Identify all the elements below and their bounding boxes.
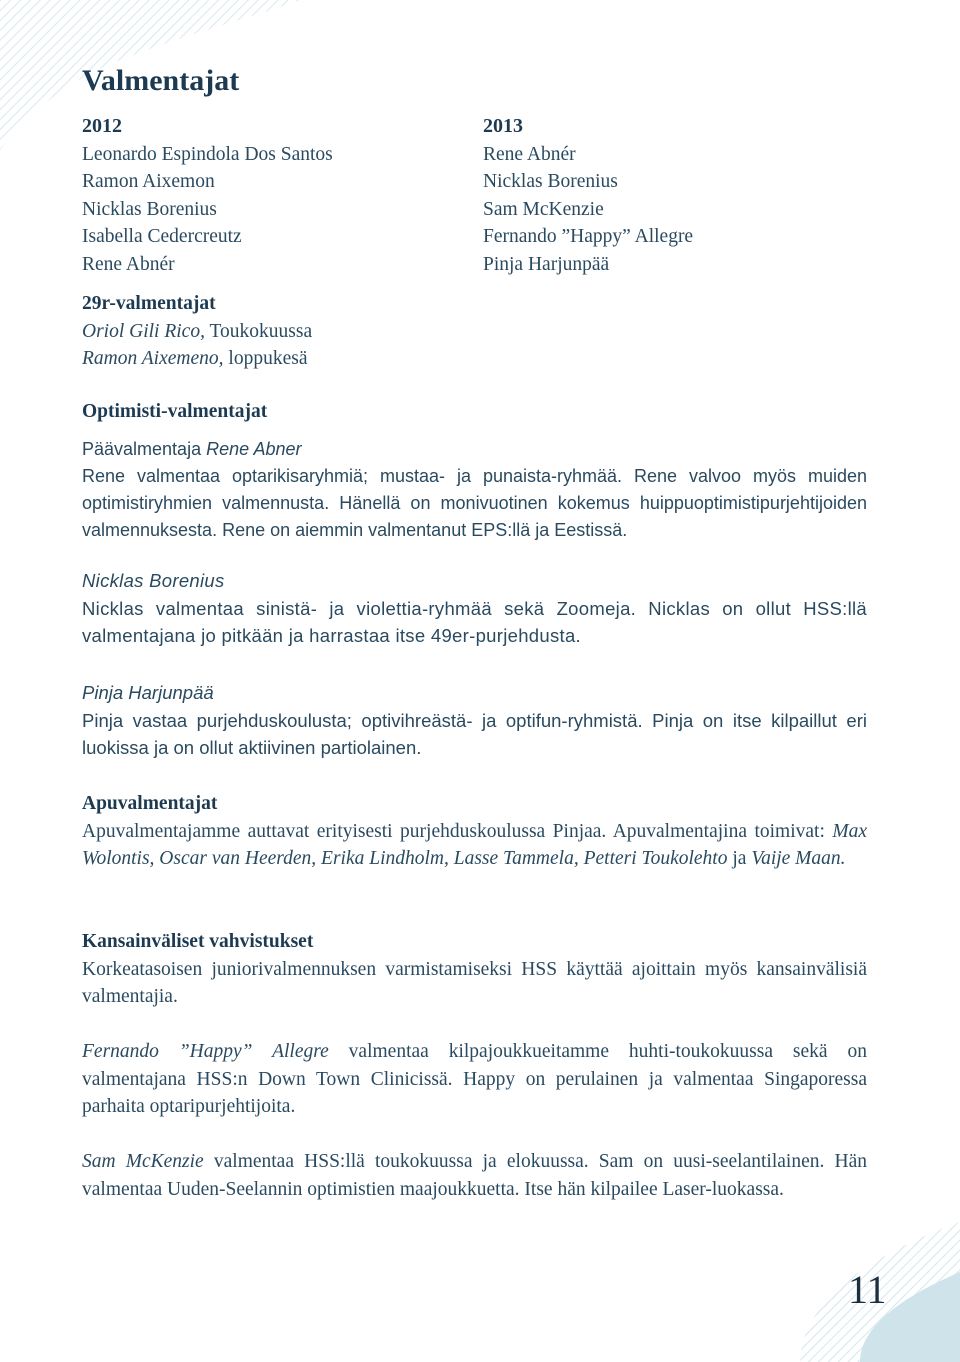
coach-name: Ramon Aixemeno, [82,348,224,369]
fernando-paragraph [82,1038,867,1121]
pinja-name: Pinja Harjunpää [82,682,214,703]
paragraph-text: valmentaa HSS:llä toukokuussa ja elokuussa. Sam on uusi-seelantilainen. Hän valmentaa Uuden-Seelannin optimistien maajoukkuetta. Itse hän kilpailee Laser-luokassa. [82,1151,867,1200]
nicklas-paragraph: Nicklas valmentaa sinistä- ja violettia-ryhmää sekä Zoomeja. Nicklas on ollut HSS:llä valmentajana jo pitkään ja harrastaa itse 49er-purjehdusta. [82,597,867,646]
optimisti-section [82,436,867,544]
coach-name: Oriol Gili Rico, [82,320,205,342]
apuvalmentajat-section [82,790,867,873]
optimisti-heading-block [82,398,867,426]
coach-name: Sam McKenzie [483,198,604,220]
sam-section [82,1148,867,1203]
coach-name: Rene Abnér [82,253,175,275]
optimisti-paragraph: Rene valmentaa optarikisaryhmiä; mustaa- ja punaista-ryhmää. Rene valvoo myös muiden optimistiryhmien valmennusta. Hänellä on monivuotinen kokemus huippuoptimistipurjehtijoiden valmennuksesta. Rene on aiemmin valmentanut EPS:llä ja Eestissä. [82,466,867,540]
r29-heading: 29r-valmentajat [82,293,216,314]
assistant-name-last: Vaije Maan. [751,848,846,869]
paragraph-text: ja [727,848,752,869]
head-coach-name: Rene Abner [206,439,302,459]
coach-name: Rene Abnér [483,143,576,165]
page-title: Valmentajat [82,64,240,97]
page-number: 11 [848,1267,887,1312]
head-coach-label: Päävalmentaja [82,439,207,459]
paragraph-text: valmentaa kilpajoukkueitamme huhti-toukokuussa sekä on valmentajana HSS:n Down Town Clinicissä. Happy on perulainen ja valmentaa Singaporessa parhaita optaripurjehtijoita. [82,1041,867,1117]
coaches-2013 [483,113,693,278]
coach-period: loppukesä [223,348,308,369]
kansainvaliset-paragraph: Korkeatasoisen juniorivalmennuksen varmistamiseksi HSS käyttää ajoittain myös kansainvälisiä valmentajia. [82,958,867,1007]
bottom-right-wave-shape [710,1222,960,1362]
apuvalmentajat-heading: Apuvalmentajat [82,793,218,814]
coach-period: Toukokuussa [204,320,313,342]
r29-line-2 [82,345,312,373]
pinja-paragraph: Pinja vastaa purjehduskoulusta; optivihreästä- ja optifun-ryhmistä. Pinja on itse kilpaillut eri luokissa ja on ollut aktiivinen partiolainen. [82,709,867,758]
coach-name: Leonardo Espindola Dos Santos [82,143,333,165]
pinja-section [82,679,867,762]
year-2012-heading: 2012 [82,115,122,137]
head-coach-line [82,436,867,463]
r29-line-1 [82,318,312,346]
coach-name: Pinja Harjunpää [483,253,610,275]
paragraph-text: Apuvalmentajamme auttavat erityisesti purjehduskoulussa Pinjaa. Apuvalmentajina toimivat: [82,820,833,842]
nicklas-section [82,567,867,650]
coach-name: Nicklas Borenius [82,198,217,220]
fernando-name: Fernando ”Happy” Allegre [82,1041,329,1062]
optimisti-heading: Optimisti-valmentajat [82,401,268,422]
coach-name: Nicklas Borenius [483,171,618,192]
kansainvaliset-heading: Kansainväliset vahvistukset [82,931,314,952]
sam-paragraph [82,1148,867,1203]
coach-name: Ramon Aixemon [82,171,215,192]
coach-name: Isabella Cedercreutz [82,226,242,247]
r29-coaches [82,290,312,373]
fernando-section [82,1038,867,1121]
coaches-2012 [82,113,333,278]
nicklas-name: Nicklas Borenius [82,570,225,591]
coach-name: Fernando ”Happy” Allegre [483,226,694,247]
apuvalmentajat-paragraph [82,818,867,873]
kansainvaliset-section [82,928,867,1011]
assistant-names: Max Wolontis, Oscar van Heerden, Erika Lindholm, Lasse Tammela, Petteri Toukolehto [82,820,867,869]
sam-name: Sam McKenzie [82,1151,204,1172]
year-2013-heading: 2013 [483,115,523,137]
